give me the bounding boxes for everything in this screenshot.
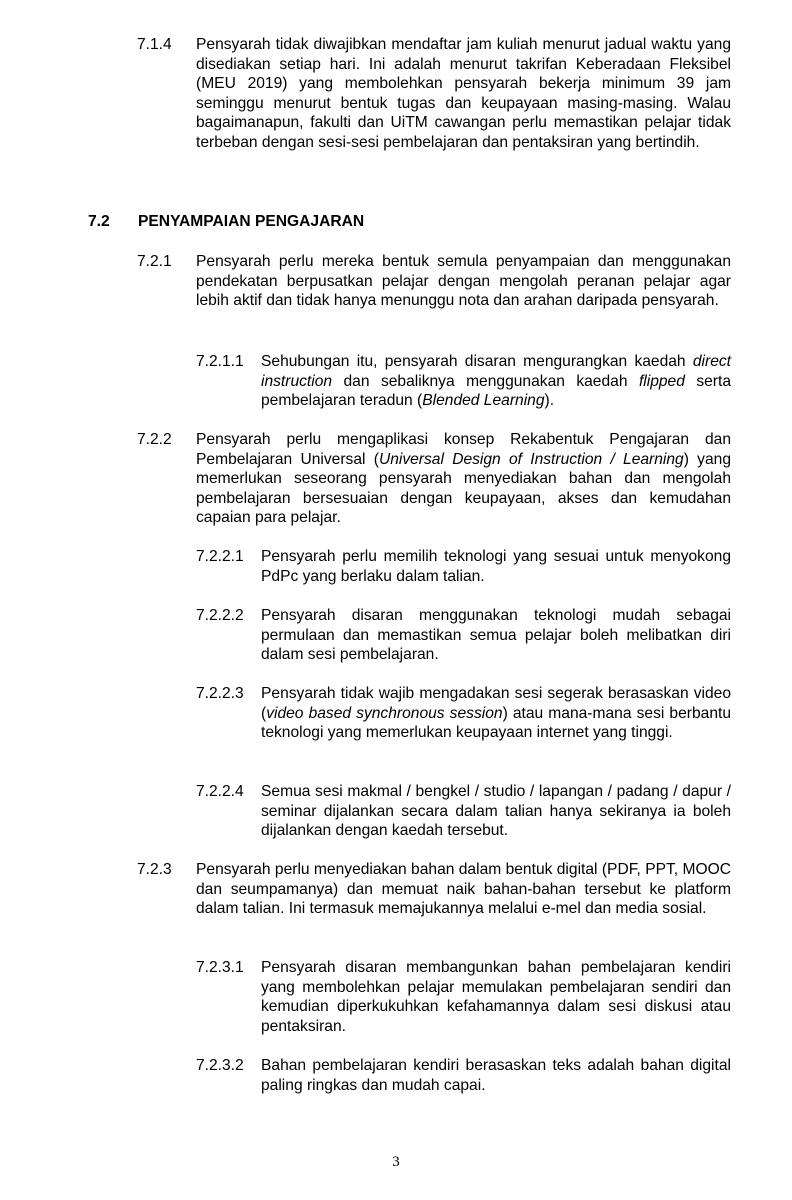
- paragraph-number: 7.2.2.4: [196, 783, 244, 800]
- text-run: dan sebaliknya menggunakan kaedah: [332, 372, 639, 390]
- italic-term: direct instruction: [261, 353, 731, 390]
- text-run: serta pembelajaran teradun (: [261, 372, 731, 409]
- italic-term: video based synchronous session: [266, 704, 503, 722]
- italic-term: Blended Learning: [422, 392, 545, 409]
- paragraph-7-2-2: [137, 430, 731, 528]
- paragraph-number: 7.2.1: [137, 253, 172, 270]
- paragraph-text: [261, 352, 731, 411]
- paragraph-number: 7.2.2.1: [196, 548, 244, 565]
- paragraph-7-2-3: [137, 860, 731, 919]
- text-run: Pensyarah perlu mengaplikasi konsep Rekabentuk Pengajaran dan Pembelajaran Universal (: [196, 431, 731, 468]
- section-title: PENYAMPAIAN PENGAJARAN: [138, 213, 365, 230]
- paragraph-text: [261, 684, 731, 743]
- text-run: ).: [544, 392, 555, 409]
- italic-term: flipped: [638, 372, 685, 390]
- italic-term: Universal Design of Instruction / Learning: [378, 450, 684, 468]
- paragraph-7-2-3-1: [196, 958, 731, 1036]
- paragraph-text: Bahan pembelajaran kendiri berasaskan teks adalah bahan digital paling ringkas dan mudah capai.: [261, 1057, 731, 1094]
- paragraph-number: 7.2.2.2: [196, 607, 244, 624]
- paragraph-7-2-2-3: [196, 684, 731, 743]
- paragraph-text: Pensyarah perlu memilih teknologi yang sesuai untuk menyokong PdPc yang berlaku dalam talian.: [261, 548, 731, 585]
- paragraph-7-1-4: [137, 35, 731, 152]
- paragraph-text: Semua sesi makmal / bengkel / studio / lapangan / padang / dapur / seminar dijalankan secara dalam talian hanya sekiranya ia boleh dijalankan dengan kaedah tersebut.: [261, 783, 731, 839]
- paragraph-number: 7.2.3.1: [196, 959, 244, 976]
- paragraph-number: 7.2.2: [137, 431, 172, 448]
- paragraph-text: Pensyarah disaran membangunkan bahan pembelajaran kendiri yang membolehkan pelajar memulakan pembelajaran sendiri dan kemudian diperkukuhkan kefahamannya dalam sesi diskusi atau pentaksiran.: [261, 959, 731, 1035]
- paragraph-text: Pensyarah disaran menggunakan teknologi mudah sebagai permulaan dan memastikan semua pelajar boleh melibatkan diri dalam sesi pembelajaran.: [261, 607, 731, 663]
- paragraph-7-2-2-4: [196, 782, 731, 841]
- paragraph-7-2-1-1: [196, 352, 731, 411]
- paragraph-7-2-3-2: [196, 1056, 731, 1095]
- paragraph-7-2-2-2: [196, 606, 731, 665]
- paragraph-number: 7.1.4: [137, 36, 172, 53]
- paragraph-number: 7.2.1.1: [196, 353, 244, 370]
- paragraph-7-2-2-1: [196, 547, 731, 586]
- text-run: ) atau mana-mana sesi berbantu teknologi yang memerlukan keupayaan internet yang tinggi.: [261, 704, 731, 741]
- paragraph-number: 7.2.3: [137, 861, 172, 878]
- section-number: 7.2: [88, 213, 110, 230]
- paragraph-number: 7.2.2.3: [196, 685, 244, 702]
- text-run: Pensyarah tidak wajib mengadakan sesi segerak berasaskan video (: [261, 685, 731, 722]
- paragraph-text: Pensyarah perlu menyediakan bahan dalam bentuk digital (PDF, PPT, MOOC dan seumpamanya) dan memuat naik bahan-bahan tersebut ke platform dalam talian. Ini termasuk memajukannya melalui e-mel dan media sosial.: [196, 861, 731, 917]
- text-run: Sehubungan itu, pensyarah disaran mengurangkan kaedah: [261, 353, 693, 370]
- paragraph-text: [196, 430, 731, 528]
- paragraph-7-2-1: [137, 252, 731, 311]
- paragraph-number: 7.2.3.2: [196, 1057, 244, 1074]
- page-number: 3: [392, 1154, 400, 1170]
- section-heading: [88, 212, 364, 232]
- text-run: ) yang memerlukan seseorang pensyarah menyediakan bahan dan mengolah pembelajaran bersesuaian dengan keupayaan, akses dan kemudahan capaian para pelajar.: [196, 450, 731, 526]
- paragraph-text: Pensyarah tidak diwajibkan mendaftar jam kuliah menurut jadual waktu yang disediakan setiap hari. Ini adalah menurut takrifan Keberadaan Fleksibel (MEU 2019) yang membolehkan pensyarah bekerja minimum 39 jam seminggu menurut bentuk tugas dan keupayaan masing-masing. Walau bagaimanapun, fakulti dan UiTM cawangan perlu memastikan pelajar tidak terbeban dengan sesi-sesi pembelajaran dan pentaksiran yang bertindih.: [196, 36, 731, 151]
- paragraph-text: Pensyarah perlu mereka bentuk semula penyampaian dan menggunakan pendekatan berpusatkan pelajar dengan mengolah peranan pelajar agar lebih aktif dan tidak hanya menunggu nota dan arahan daripada pensyarah.: [196, 253, 731, 309]
